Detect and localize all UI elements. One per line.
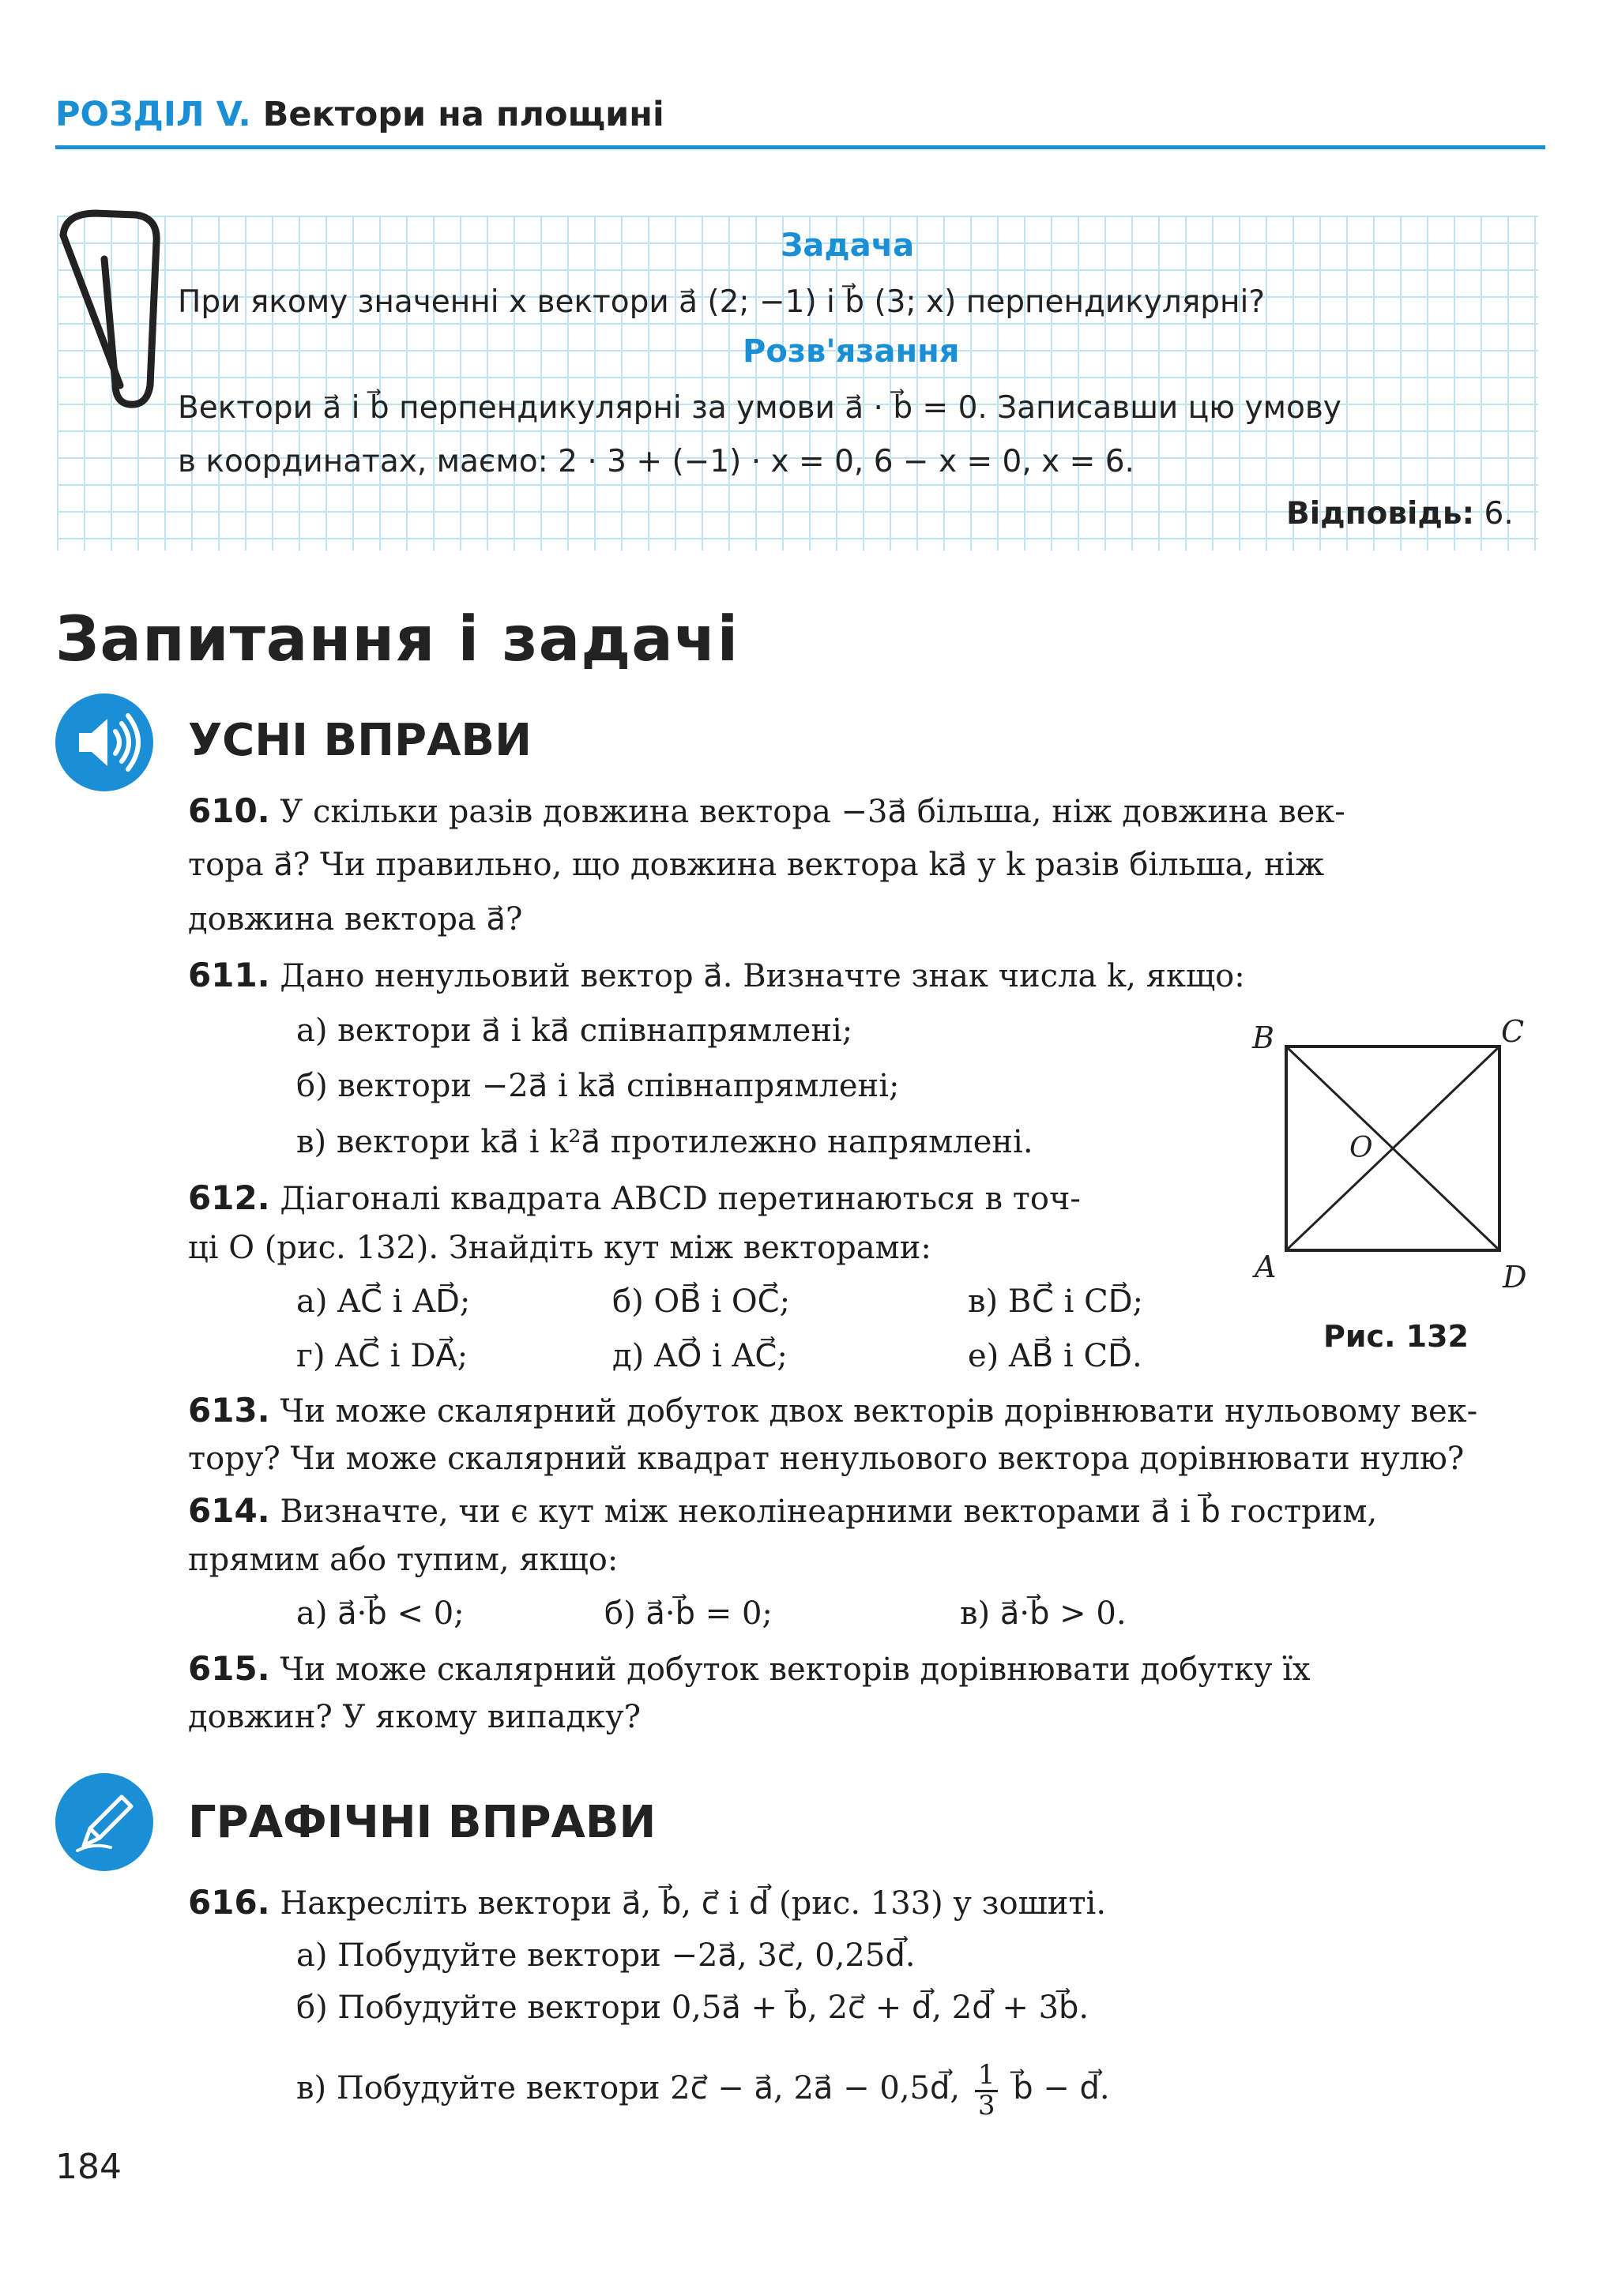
- problem-text: Діагоналі квадрата ABCD перетинаються в точ-: [280, 1181, 1081, 1217]
- problem-number: 616.: [188, 1883, 270, 1922]
- problem-text: б) вектори −2a⃗ і ka⃗ співнапрямлені;: [296, 1068, 900, 1104]
- angle-c: в) BC⃗ і CD⃗;: [968, 1283, 1144, 1320]
- problem-613-line-2: [188, 1443, 1464, 1475]
- problem-615-line-2: [188, 1701, 641, 1733]
- paperclip-icon: [49, 204, 167, 413]
- oral-title: УСНІ ВПРАВИ: [188, 715, 532, 766]
- problem-text: прямим або тупим, якщо:: [188, 1542, 619, 1578]
- case-614-b: б) a⃗·b⃗ = 0;: [604, 1595, 773, 1632]
- center-label-o: O: [1349, 1132, 1373, 1164]
- square-diagram: [1248, 1015, 1548, 1299]
- problem-616-c-prefix: в) Побудуйте вектори 2c⃗ − a⃗, 2a⃗ − 0,5d⃗,: [296, 2070, 961, 2107]
- problem-number: 610.: [188, 791, 270, 830]
- fraction-denominator: 3: [977, 2089, 995, 2121]
- problem-number: 612.: [188, 1178, 270, 1217]
- problem-text: Дано ненульовий вектор a⃗. Визначте знак числа k, якщо:: [280, 958, 1245, 994]
- problem-610-line-2: [188, 849, 1324, 881]
- problem-613-line-1: [188, 1391, 1478, 1430]
- problem-text: тору? Чи може скалярний квадрат ненульового вектора дорівнювати нулю?: [188, 1441, 1465, 1477]
- vertex-label-d: D: [1503, 1260, 1527, 1295]
- solution-title: Розв'язання: [743, 333, 960, 370]
- problem-number: 611.: [188, 956, 270, 994]
- angle-d: г) AC⃗ і DA⃗;: [296, 1338, 468, 1374]
- problem-611-line-1: [188, 956, 1245, 994]
- vertex-label-b: B: [1252, 1020, 1274, 1055]
- problem-number: 613.: [188, 1391, 270, 1430]
- speaker-icon: [55, 693, 153, 791]
- task-title: Задача: [781, 227, 915, 264]
- problem-611-b: [296, 1070, 899, 1102]
- fraction: [975, 2061, 999, 2120]
- vertex-label-a: A: [1255, 1249, 1277, 1284]
- task-text: При якому значенні x вектори a⃗ (2; −1) і b⃗ (3; x) перпендикулярні?: [178, 284, 1266, 320]
- section-title: Вектори на площині: [262, 95, 664, 134]
- problem-text: в) вектори ka⃗ і k²a⃗ протилежно напрямлені.: [296, 1124, 1033, 1160]
- problem-text: тора a⃗? Чи правильно, що довжина вектора ka⃗ у k разів більша, ніж: [188, 847, 1325, 883]
- problem-616-b: б) Побудуйте вектори 0,5a⃗ + b⃗, 2c⃗ + d⃗, 2d⃗ + 3b⃗.: [296, 1990, 1089, 2026]
- problem-number: 614.: [188, 1491, 270, 1530]
- problem-611-a: [296, 1015, 852, 1047]
- angle-b: б) OB⃗ і OC⃗;: [612, 1283, 791, 1320]
- angle-a: а) AC⃗ і AD⃗;: [296, 1283, 471, 1320]
- answer-value: 6.: [1484, 496, 1514, 532]
- running-header: [55, 95, 664, 134]
- problem-text: ці O (рис. 132). Знайдіть кут між векторами:: [188, 1230, 931, 1266]
- problem-610-line-1: [188, 791, 1345, 830]
- problem-615-line-1: [188, 1649, 1311, 1688]
- solution-line-2: в координатах, маємо: 2 · 3 + (−1) · x = 0, 6 − x = 0, x = 6.: [178, 444, 1134, 479]
- solution-line-1: Вектори a⃗ і b⃗ перпендикулярні за умови a⃗ · b⃗ = 0. Записавши цю умову: [178, 390, 1341, 426]
- problem-number: 615.: [188, 1649, 270, 1688]
- header-rule: [55, 145, 1545, 149]
- fraction-numerator: 1: [975, 2061, 999, 2092]
- problem-text: У скільки разів довжина вектора −3a⃗ більша, ніж довжина век-: [280, 794, 1345, 830]
- graphic-title: ГРАФІЧНІ ВПРАВИ: [188, 1797, 657, 1848]
- problem-616-c-suffix: b⃗ − d⃗.: [1013, 2070, 1110, 2107]
- case-614-c: в) a⃗·b⃗ > 0.: [960, 1595, 1127, 1632]
- angle-e: д) AO⃗ і AC⃗;: [612, 1338, 788, 1374]
- pencil-icon: [55, 1773, 153, 1871]
- problem-text: Чи може скалярний добуток векторів дорівнювати добутку їх: [280, 1652, 1311, 1688]
- problem-614-line-1: [188, 1491, 1378, 1530]
- figure-caption: Рис. 132: [1323, 1319, 1469, 1354]
- problem-text: а) вектори a⃗ і ka⃗ співнапрямлені;: [296, 1013, 853, 1049]
- problem-612-line-2: [188, 1232, 931, 1264]
- problem-616-c: [296, 2061, 1110, 2120]
- problem-611-c: [296, 1126, 1033, 1158]
- problem-610-line-3: [188, 901, 523, 938]
- problem-text: Чи може скалярний добуток двох векторів дорівнювати нульовому век-: [280, 1393, 1478, 1430]
- page-number: 184: [55, 2147, 122, 2187]
- section-label: РОЗДІЛ V.: [55, 95, 251, 134]
- vertex-label-c: C: [1501, 1015, 1525, 1049]
- problem-text: Накресліть вектори a⃗, b⃗, c⃗ і d⃗ (рис. 133) у зошиті.: [280, 1885, 1107, 1922]
- main-heading: Запитання і задачі: [55, 604, 739, 675]
- case-614-a: а) a⃗·b⃗ < 0;: [296, 1595, 465, 1632]
- problem-text: довжина вектора a⃗?: [188, 901, 523, 938]
- angle-f: е) AB⃗ і CD⃗.: [968, 1338, 1142, 1374]
- problem-612-line-1: [188, 1178, 1081, 1217]
- problem-text: довжин? У якому випадку?: [188, 1699, 642, 1735]
- answer: [1286, 496, 1514, 532]
- answer-label: Відповідь:: [1286, 496, 1475, 532]
- problem-text: Визначте, чи є кут між неколінеарними векторами a⃗ і b⃗ гострим,: [280, 1494, 1378, 1530]
- problem-616-line-1: [188, 1883, 1107, 1922]
- problem-614-line-2: [188, 1544, 618, 1576]
- problem-616-a: а) Побудуйте вектори −2a⃗, 3c⃗, 0,25d⃗.: [296, 1937, 916, 1974]
